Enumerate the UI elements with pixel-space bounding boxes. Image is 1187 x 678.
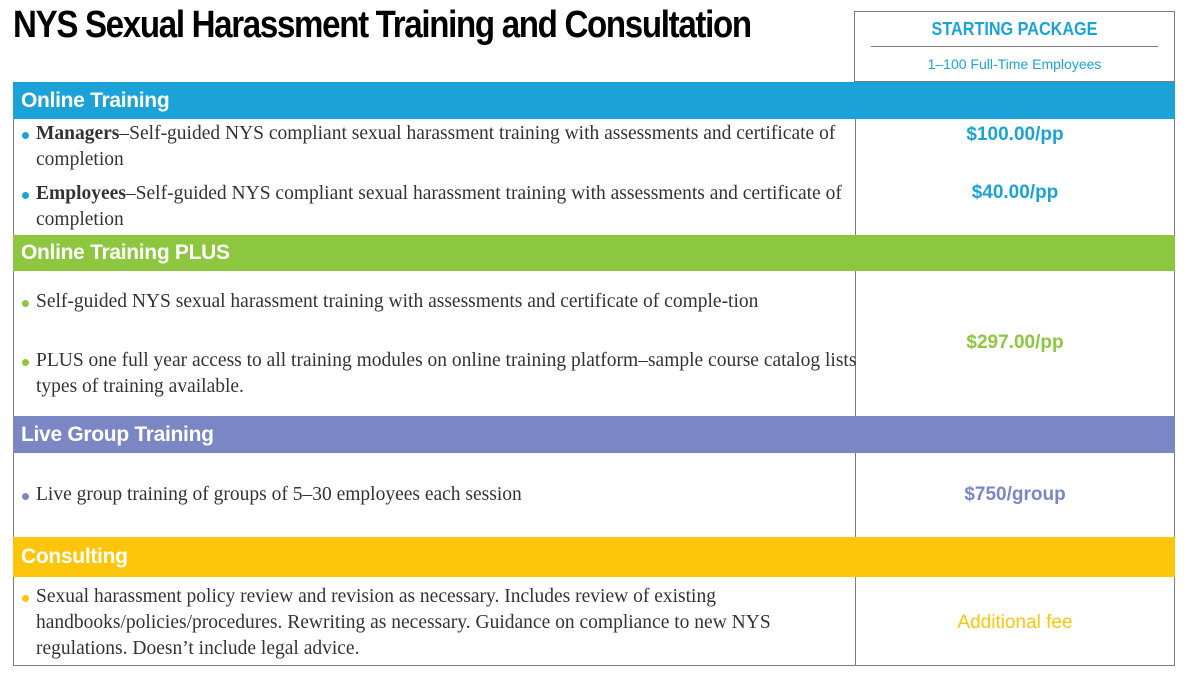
page-title: NYS Sexual Harassment Training and Consultation [13,4,751,46]
price-employees: $40.00/pp [971,182,1059,203]
price-live-group: $750/group [964,484,1066,505]
section-body-online-training-plus [13,271,1175,416]
section-title: Online Training [21,88,170,112]
section-body-live-group-training [13,453,1175,537]
item-text: Self-guided NYS sexual harassment training with assessments and certificate of comple-tion [36,291,759,312]
list-item [22,584,861,662]
list-item [22,181,861,233]
package-title: STARTING PACKAGE [871,12,1158,47]
package-header [854,11,1175,82]
item-bold-label: Employees [36,183,126,204]
item-text: Sexual harassment policy review and revision as necessary. Includes review of existing handbooks/policies/procedures. Rewriting as necessary. Guidance on compliance to new NYS regulations. Doesn’t include legal advice. [36,586,771,659]
section-body-consulting [13,577,1175,666]
item-bold-label: Managers [36,123,120,144]
package-subtitle: 1–100 Full-Time Employees [927,56,1102,72]
bullet-icon [22,359,29,366]
price-consulting: Additional fee [957,612,1073,633]
bullet-icon [22,192,29,199]
section-header-online-training [13,82,1175,119]
list-item [22,482,861,508]
section-body-online-training [13,119,1175,235]
item-text: –Self-guided NYS compliant sexual harassment training with assessments and certificate of completion [36,183,842,230]
bullet-icon [22,132,29,139]
list-item [22,289,861,315]
bullet-icon [22,493,29,500]
item-text: –Self-guided NYS compliant sexual harassment training with assessments and certificate of completion [36,123,836,170]
bullet-icon [22,300,29,307]
section-title: Online Training PLUS [21,241,230,264]
list-item [22,348,861,400]
bullet-icon [22,595,29,602]
section-title: Live Group Training [21,422,214,446]
price-online-plus: $297.00/pp [966,332,1064,353]
section-header-online-training-plus [13,235,1175,271]
section-header-live-group-training [13,416,1175,453]
item-text: Live group training of groups of 5–30 employees each session [36,484,522,505]
price-managers: $100.00/pp [966,124,1064,145]
section-title: Consulting [21,545,128,568]
section-header-consulting [13,537,1175,577]
item-text: PLUS one full year access to all training modules on online training platform–sample course catalog lists types of training available. [36,350,857,397]
list-item [22,121,861,173]
